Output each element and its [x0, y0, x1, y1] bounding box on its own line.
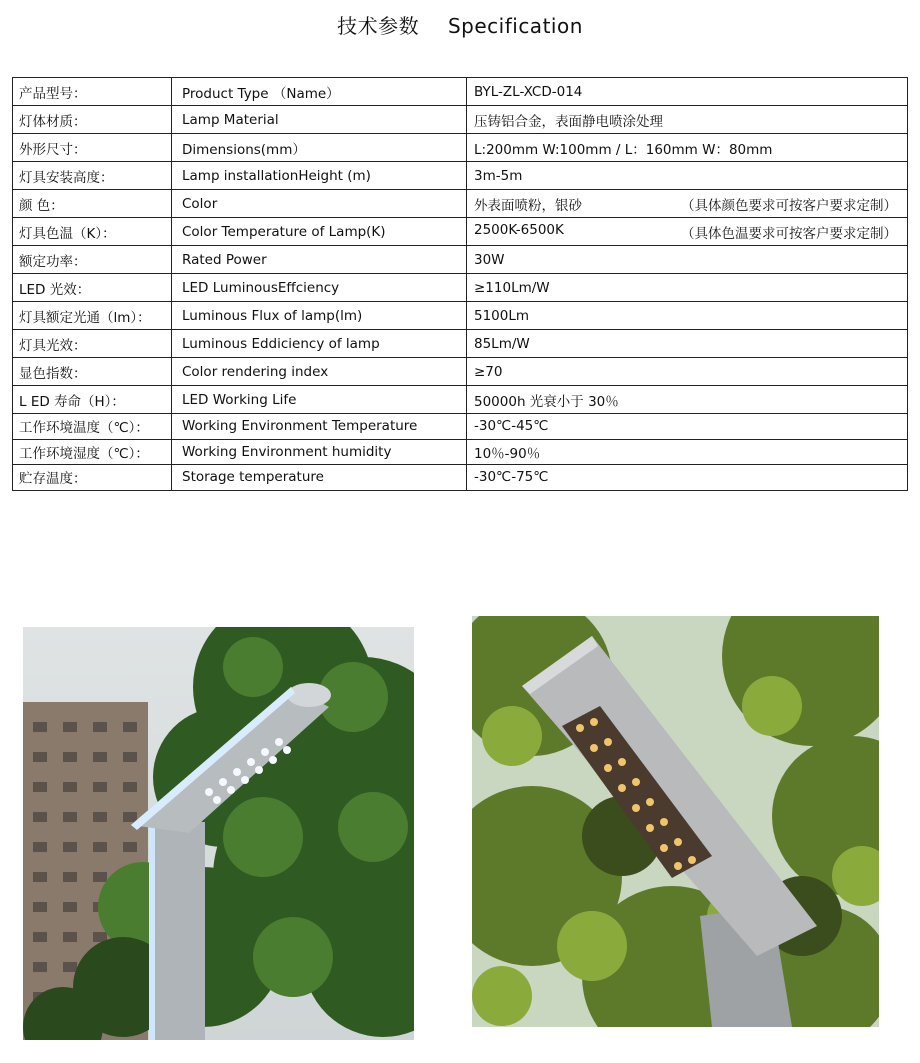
spec-value-cell — [467, 414, 908, 440]
page-title — [0, 10, 920, 39]
spec-value: ≥70 — [474, 363, 503, 380]
spec-label-en: Product Type （Name） — [172, 78, 467, 106]
spec-value: -30℃-75℃ — [474, 469, 549, 486]
spec-value-cell — [467, 330, 908, 358]
spec-label-en: Rated Power — [172, 246, 467, 274]
spec-value-cell — [467, 465, 908, 491]
spec-table — [12, 77, 908, 491]
spec-value-cell — [467, 78, 908, 106]
spec-value: ≥110Lm/W — [474, 279, 550, 296]
spec-label-cn: 贮存温度： — [13, 465, 172, 491]
spec-row — [13, 218, 908, 246]
spec-value-cell — [467, 246, 908, 274]
spec-value: 85Lm/W — [474, 335, 530, 352]
spec-label-en: Luminous Eddiciency of lamp — [172, 330, 467, 358]
spec-label-en: Working Environment Temperature — [172, 414, 467, 440]
product-photo-right — [472, 616, 879, 1027]
spec-value: 外表面喷粉，银砂 — [474, 197, 582, 214]
spec-row — [13, 190, 908, 218]
spec-value: -30℃-45℃ — [474, 418, 549, 435]
spec-label-en: Lamp Material — [172, 106, 467, 134]
spec-note: （具体颜色要求可按客户要求定制） — [681, 197, 897, 214]
spec-value: 10％-90％ — [474, 445, 541, 462]
spec-row — [13, 78, 908, 106]
spec-row — [13, 274, 908, 302]
spec-label-en: Luminous Flux of lamp(lm) — [172, 302, 467, 330]
spec-row — [13, 330, 908, 358]
spec-row — [13, 439, 908, 465]
spec-row — [13, 386, 908, 414]
spec-value: 压铸铝合金，表面静电喷涂处理 — [474, 113, 663, 130]
spec-value-cell — [467, 218, 908, 246]
spec-label-en: Working Environment humidity — [172, 439, 467, 465]
spec-label-en: Storage temperature — [172, 465, 467, 491]
spec-value-cell — [467, 106, 908, 134]
spec-label-en: Lamp installationHeight (m) — [172, 162, 467, 190]
spec-row — [13, 465, 908, 491]
spec-value-cell — [467, 386, 908, 414]
spec-label-cn: 灯具色温（K）： — [13, 218, 172, 246]
spec-label-cn: 灯具安装高度： — [13, 162, 172, 190]
product-photo-left — [23, 627, 414, 1040]
spec-value: L:200mm W:100mm / L：160mm W：80mm — [474, 141, 773, 158]
spec-row — [13, 246, 908, 274]
spec-label-en: Color — [172, 190, 467, 218]
spec-label-en: LED LuminousEffciency — [172, 274, 467, 302]
spec-label-cn: 工作环境温度（℃）： — [13, 414, 172, 440]
spec-value: BYL-ZL-XCD-014 — [474, 83, 583, 100]
spec-label-cn: L ED 寿命（H）： — [13, 386, 172, 414]
spec-label-cn: 额定功率： — [13, 246, 172, 274]
spec-value-cell — [467, 190, 908, 218]
spec-label-cn: 灯具光效： — [13, 330, 172, 358]
spec-note: （具体色温要求可按客户要求定制） — [681, 225, 897, 242]
spec-value-cell — [467, 134, 908, 162]
spec-row — [13, 302, 908, 330]
spec-value-cell — [467, 302, 908, 330]
title-en: Specification — [447, 14, 583, 38]
spec-value: 2500K-6500K — [474, 221, 564, 238]
spec-value-cell — [467, 358, 908, 386]
spec-row — [13, 358, 908, 386]
spec-label-cn: 工作环境湿度（℃）： — [13, 439, 172, 465]
spec-value: 3m-5m — [474, 167, 523, 184]
spec-row — [13, 106, 908, 134]
spec-value: 5100Lm — [474, 307, 530, 324]
spec-label-en: LED Working Life — [172, 386, 467, 414]
spec-value-cell — [467, 162, 908, 190]
spec-label-en: Dimensions(mm） — [172, 134, 467, 162]
spec-label-cn: 显色指数： — [13, 358, 172, 386]
spec-row — [13, 134, 908, 162]
spec-label-cn: 灯具额定光通（lm）： — [13, 302, 172, 330]
spec-label-cn: LED 光效： — [13, 274, 172, 302]
spec-label-cn: 产品型号： — [13, 78, 172, 106]
title-cn: 技术参数 — [337, 14, 420, 38]
spec-label-cn: 颜 色： — [13, 190, 172, 218]
spec-label-cn: 外形尺寸： — [13, 134, 172, 162]
spec-value: 50000h 光衰小于 30％ — [474, 393, 619, 410]
spec-row — [13, 162, 908, 190]
spec-label-en: Color Temperature of Lamp(K) — [172, 218, 467, 246]
spec-label-en: Color rendering index — [172, 358, 467, 386]
spec-row — [13, 414, 908, 440]
spec-value: 30W — [474, 251, 505, 268]
spec-value-cell — [467, 274, 908, 302]
spec-label-cn: 灯体材质： — [13, 106, 172, 134]
spec-value-cell — [467, 439, 908, 465]
